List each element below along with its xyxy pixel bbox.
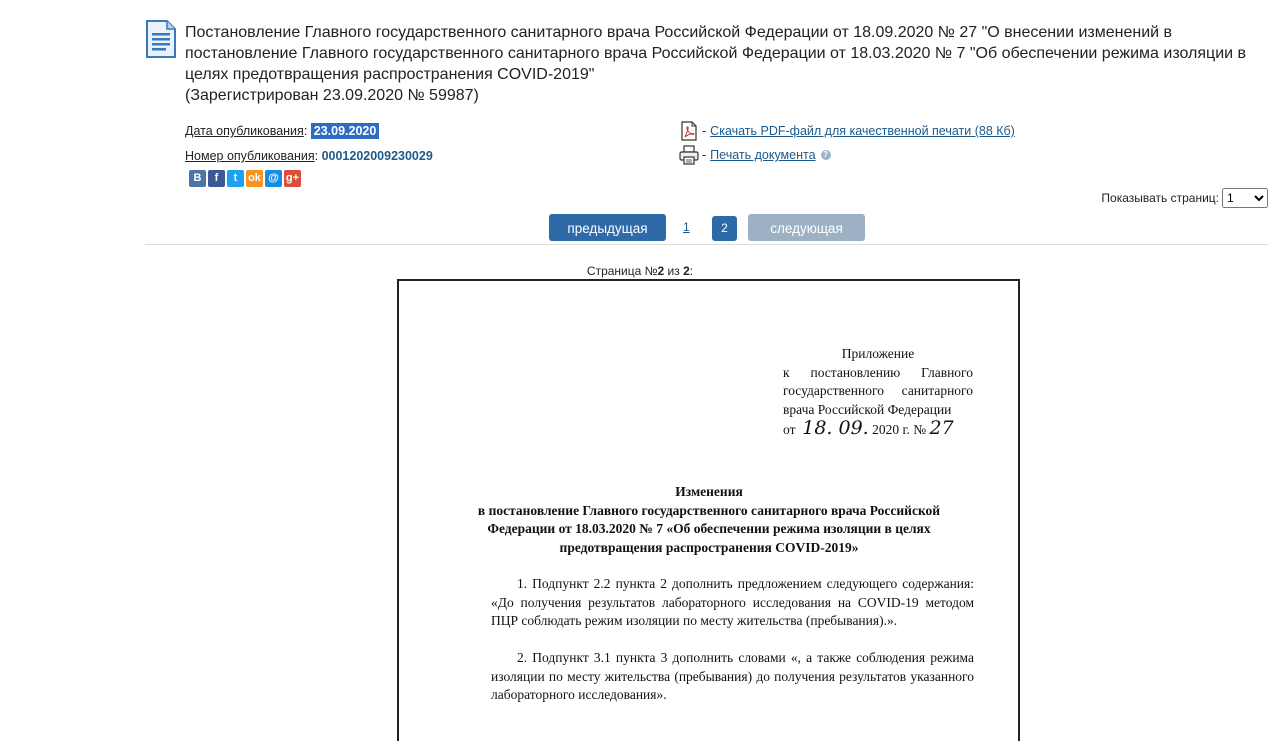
page-indicator-suffix: : [689, 264, 694, 278]
pagination [0, 214, 1280, 241]
appendix-from: от [783, 422, 796, 437]
published-date-row: Дата опубликования: 23.09.2020 [185, 124, 379, 138]
appendix-date-handwritten: 18. 09. [802, 417, 869, 439]
vk-icon[interactable]: В [189, 170, 206, 187]
document-icon [145, 20, 177, 58]
page-indicator [0, 264, 1280, 278]
divider [145, 244, 1268, 245]
changes-heading [459, 483, 959, 557]
published-date-label: Дата опубликования [185, 124, 304, 138]
twitter-icon[interactable]: t [227, 170, 244, 187]
page-indicator-current: 2 [657, 264, 665, 278]
mailru-icon[interactable]: @ [265, 170, 282, 187]
appendix-year: 2020 г. № [872, 422, 927, 437]
appendix-head: Приложение [841, 346, 915, 361]
printer-icon [679, 145, 699, 165]
appendix-body: к постановлению Главного государственного санитарного врача Российской Федерации [783, 364, 973, 417]
appendix-block [783, 345, 973, 440]
pages-per-view [1101, 188, 1268, 208]
page-link-1[interactable]: 1 [683, 220, 690, 234]
document-title-block [185, 22, 1270, 106]
publication-number-row: Номер опубликования: 0001202009230029 [185, 149, 433, 163]
download-pdf-row: - Скачать PDF-файл для качественной печати (88 Кб) [679, 121, 1015, 141]
paragraph-1: 1. Подпункт 2.2 пункта 2 дополнить предложением следующего содержания: «До получения результатов лабораторного исследования на COVID-19 методом ПЦР соблюдать режим изоляции по месту жительства (пребывания).». [491, 576, 974, 628]
changes-subtitle: в постановление Главного государственного санитарного врача Российской Федерации от 18.03.2020 № 7 «Об обеспечении режима изоляции в целях предотвращения распространения COVID-2019» [477, 502, 941, 555]
pdf-icon [679, 121, 699, 141]
next-page-button[interactable]: следующая [748, 214, 865, 241]
odnoklassniki-icon[interactable]: ok [246, 170, 263, 187]
paragraph-2: 2. Подпункт 3.1 пункта 3 дополнить словами «, а также соблюдения режима изоляции по месту жительства (пребывания) до получения результатов указанного лабораторного исследования». [491, 650, 974, 702]
facebook-icon[interactable]: f [208, 170, 225, 187]
page-indicator-total: 2 [683, 264, 690, 278]
changes-title: Изменения [675, 484, 743, 499]
appendix-number-handwritten: 27 [929, 417, 954, 439]
document-title: Постановление Главного государственного санитарного врача Российской Федерации от 18.09.2020 № 27 "О внесении изменений в постановление Главного государственного санитарного врача Российской Федерации от 18.03.2020 № 7 "Об обеспечении режима изоляции в целях предотвращения распространения COVID-2019" [185, 24, 1247, 83]
show-pages-label: Показывать страниц: [1101, 191, 1219, 205]
scanned-page [397, 279, 1020, 741]
page-current-2[interactable]: 2 [712, 216, 737, 241]
download-pdf-link[interactable]: Скачать PDF-файл для качественной печати (88 Кб) [710, 124, 1015, 138]
googleplus-icon[interactable]: g+ [284, 170, 301, 187]
help-icon[interactable]: ? [821, 150, 831, 160]
registration-info: (Зарегистрирован 23.09.2020 № 59987) [185, 87, 479, 104]
publication-number-label: Номер опубликования [185, 149, 315, 163]
pages-select[interactable] [1222, 188, 1268, 208]
page-indicator-middle: из [664, 264, 684, 278]
publication-number-value: 0001202009230029 [321, 149, 433, 163]
prev-page-button[interactable]: предыдущая [549, 214, 666, 241]
social-share [189, 170, 301, 187]
print-row: - Печать документа ? [679, 145, 831, 165]
page-indicator-prefix: Страница № [586, 264, 658, 278]
print-link[interactable]: Печать документа [710, 148, 816, 162]
published-date-value: 23.09.2020 [311, 123, 380, 139]
